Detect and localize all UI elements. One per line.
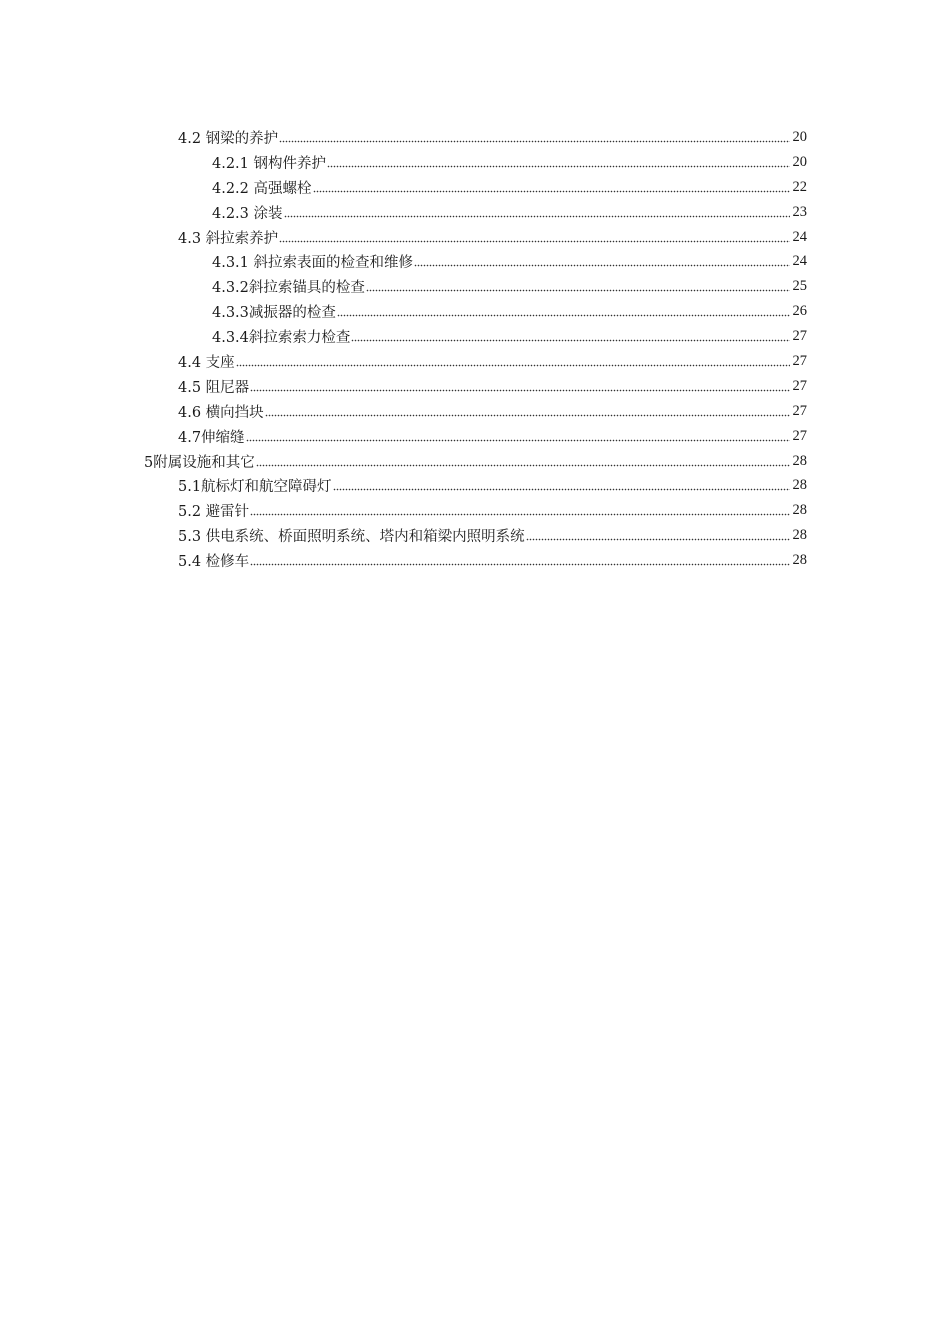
toc-entry-title: 4.7伸缩缝 bbox=[178, 429, 245, 446]
toc-entry[interactable] bbox=[144, 449, 807, 474]
toc-entry-title: 4.5 阻尼器 bbox=[178, 379, 250, 396]
toc-dot-leader bbox=[246, 438, 790, 442]
toc-entry-title: 5.4 检修车 bbox=[178, 554, 250, 571]
toc-dot-leader bbox=[313, 189, 790, 193]
toc-entry-page: 28 bbox=[792, 552, 807, 569]
toc-entry-title: 4.3.4斜拉索索力检查 bbox=[212, 330, 351, 347]
table-of-contents bbox=[144, 125, 807, 573]
toc-entry-title: 4.6 横向挡块 bbox=[178, 404, 264, 421]
toc-entry-page: 24 bbox=[792, 253, 807, 270]
toc-entry-title: 5.2 避雷针 bbox=[178, 504, 250, 521]
toc-entry-title: 5附属设施和其它 bbox=[144, 454, 255, 471]
toc-entry-title: 4.2.2 高强螺栓 bbox=[212, 180, 312, 197]
toc-entry-title: 4.3 斜拉索养护 bbox=[178, 230, 279, 247]
toc-entry[interactable] bbox=[144, 150, 807, 175]
toc-dot-leader bbox=[414, 264, 790, 268]
toc-entry[interactable] bbox=[144, 399, 807, 424]
toc-entry-page: 24 bbox=[792, 228, 807, 245]
toc-dot-leader bbox=[526, 538, 790, 542]
toc-dot-leader bbox=[366, 289, 790, 293]
toc-entry-page: 27 bbox=[792, 402, 807, 419]
toc-entry-page: 23 bbox=[792, 203, 807, 220]
toc-dot-leader bbox=[327, 164, 790, 168]
toc-dot-leader bbox=[250, 563, 790, 567]
toc-dot-leader bbox=[337, 314, 790, 318]
toc-dot-leader bbox=[250, 388, 790, 392]
toc-entry-title: 4.3.1 斜拉索表面的检查和维修 bbox=[212, 255, 414, 272]
toc-entry[interactable] bbox=[144, 473, 807, 498]
toc-entry[interactable] bbox=[144, 249, 807, 274]
toc-entry[interactable] bbox=[144, 125, 807, 150]
toc-entry[interactable] bbox=[144, 424, 807, 449]
toc-entry-page: 20 bbox=[792, 153, 807, 170]
toc-entry-page: 27 bbox=[792, 352, 807, 369]
toc-dot-leader bbox=[250, 513, 790, 517]
toc-entry[interactable] bbox=[144, 299, 807, 324]
toc-entry-page: 27 bbox=[792, 328, 807, 345]
toc-entry[interactable] bbox=[144, 175, 807, 200]
toc-entry-page: 28 bbox=[792, 502, 807, 519]
toc-dot-leader bbox=[284, 214, 790, 218]
toc-entry[interactable] bbox=[144, 200, 807, 225]
toc-entry-title: 4.3.2斜拉索锚具的检查 bbox=[212, 280, 365, 297]
toc-entry-title: 4.3.3减振器的检查 bbox=[212, 305, 336, 322]
toc-entry-page: 25 bbox=[792, 278, 807, 295]
toc-dot-leader bbox=[279, 239, 790, 243]
toc-entry-page: 22 bbox=[792, 178, 807, 195]
toc-entry[interactable] bbox=[144, 225, 807, 250]
toc-entry[interactable] bbox=[144, 274, 807, 299]
toc-entry[interactable] bbox=[144, 523, 807, 548]
toc-entry-page: 27 bbox=[792, 377, 807, 394]
toc-entry[interactable] bbox=[144, 498, 807, 523]
toc-entry[interactable] bbox=[144, 374, 807, 399]
toc-entry-title: 4.4 支座 bbox=[178, 354, 235, 371]
toc-entry-page: 28 bbox=[792, 527, 807, 544]
toc-entry-page: 27 bbox=[792, 427, 807, 444]
toc-entry-page: 20 bbox=[792, 128, 807, 145]
toc-entry-page: 28 bbox=[792, 477, 807, 494]
toc-dot-leader bbox=[351, 339, 790, 343]
toc-entry[interactable] bbox=[144, 548, 807, 573]
toc-entry-page: 28 bbox=[792, 452, 807, 469]
toc-dot-leader bbox=[236, 363, 790, 367]
toc-dot-leader bbox=[333, 488, 790, 492]
toc-dot-leader bbox=[279, 139, 790, 143]
toc-dot-leader bbox=[256, 463, 790, 467]
toc-entry[interactable] bbox=[144, 324, 807, 349]
toc-entry[interactable] bbox=[144, 349, 807, 374]
toc-entry-title: 4.2 钢梁的养护 bbox=[178, 130, 279, 147]
toc-entry-title: 5.1航标灯和航空障碍灯 bbox=[178, 479, 332, 496]
toc-entry-title: 4.2.3 涂装 bbox=[212, 205, 283, 222]
toc-entry-page: 26 bbox=[792, 303, 807, 320]
toc-entry-title: 4.2.1 钢构件养护 bbox=[212, 155, 327, 172]
toc-dot-leader bbox=[265, 413, 790, 417]
toc-entry-title: 5.3 供电系统、桥面照明系统、塔内和箱梁内照明系统 bbox=[178, 529, 525, 546]
